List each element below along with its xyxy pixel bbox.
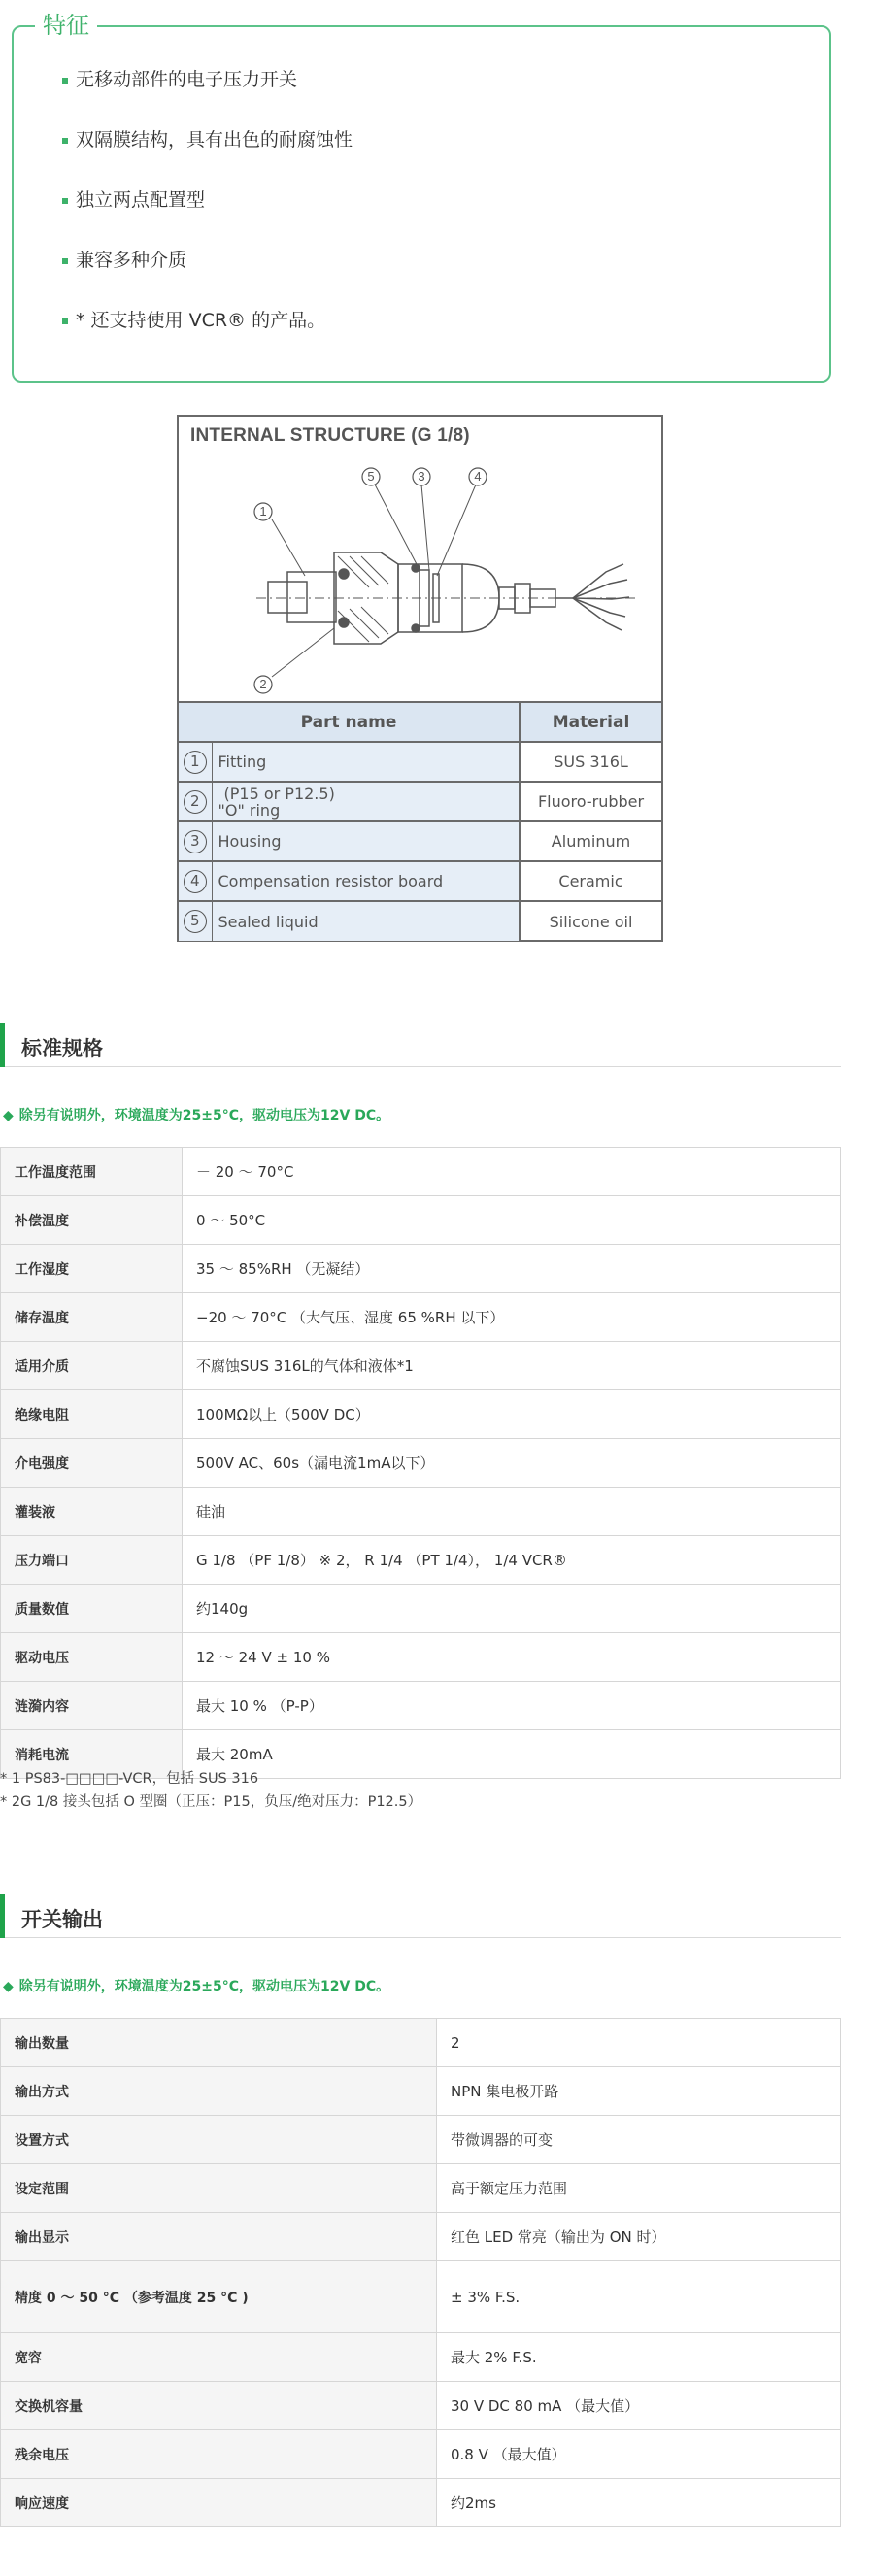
spec-key: 绝缘电阻 <box>1 1390 183 1439</box>
spec-key: 设置方式 <box>1 2116 437 2164</box>
table-row <box>1 1536 841 1585</box>
spec-key: 残余电压 <box>1 2430 437 2479</box>
bullet-icon <box>62 78 68 84</box>
table-row <box>1 2382 841 2430</box>
bullet-icon <box>62 138 68 144</box>
part-number: 3 <box>184 830 207 853</box>
diamond-icon: ◆ <box>3 1108 14 1123</box>
feature-item: 兼容多种介质 <box>62 249 353 272</box>
spec-value: NPN 集电极开路 <box>437 2067 841 2116</box>
table-row <box>1 2479 841 2527</box>
spec-value: 约2ms <box>437 2479 841 2527</box>
part-name: Sealed liquid <box>212 901 520 941</box>
table-row <box>1 1488 841 1536</box>
part-material: Ceramic <box>520 861 661 901</box>
parts-table-row <box>179 742 661 782</box>
spec-value: 带微调器的可变 <box>437 2116 841 2164</box>
standard-specs-heading <box>0 1023 841 1067</box>
spec-key: 工作温度范围 <box>1 1148 183 1196</box>
table-row <box>1 1633 841 1682</box>
spec-value: 最大 10 % （P-P） <box>183 1682 841 1730</box>
callout-label: 3 <box>418 469 425 484</box>
parts-table-row <box>179 782 661 821</box>
section-title: 开关输出 <box>21 1908 103 1931</box>
table-row <box>1 1585 841 1633</box>
spec-key: 涟漪内容 <box>1 1682 183 1730</box>
features-box <box>12 12 831 383</box>
table-row <box>1 2116 841 2164</box>
parts-table-row <box>179 861 661 901</box>
standard-specs-note: ◆ 除另有说明外，环境温度为25±5°C，驱动电压为12V DC。 <box>3 1108 390 1123</box>
spec-key: 输出显示 <box>1 2213 437 2261</box>
spec-key: 输出方式 <box>1 2067 437 2116</box>
parts-table-row <box>179 821 661 861</box>
spec-value: 红色 LED 常亮（输出为 ON 时） <box>437 2213 841 2261</box>
heading-accent-bar <box>0 1894 5 1938</box>
spec-key: 设定范围 <box>1 2164 437 2213</box>
table-row <box>1 2213 841 2261</box>
spec-key: 消耗电流 <box>1 1730 183 1779</box>
spec-key: 宽容 <box>1 2333 437 2382</box>
bullet-icon <box>62 318 68 324</box>
parts-table <box>179 701 661 941</box>
spec-value: 约140g <box>183 1585 841 1633</box>
heading-accent-bar <box>0 1023 5 1067</box>
bullet-icon <box>62 198 68 204</box>
table-row <box>1 1148 841 1196</box>
table-row <box>1 1390 841 1439</box>
switch-output-note: ◆ 除另有说明外，环境温度为25±5°C，驱动电压为12V DC。 <box>3 1979 390 1994</box>
spec-value: 30 V DC 80 mA （最大值） <box>437 2382 841 2430</box>
table-row <box>1 2261 841 2333</box>
spec-key: 压力端口 <box>1 1536 183 1585</box>
part-name: Compensation resistor board <box>212 861 520 901</box>
feature-item: 双隔膜结构，具有出色的耐腐蚀性 <box>62 128 353 151</box>
table-row <box>1 2019 841 2067</box>
spec-key: 工作湿度 <box>1 1245 183 1293</box>
spec-value: 不腐蚀SUS 316L的气体和液体*1 <box>183 1342 841 1390</box>
part-number: 1 <box>184 751 207 774</box>
spec-key: 介电强度 <box>1 1439 183 1488</box>
table-row <box>1 1196 841 1245</box>
spec-value: － 20 ～ 70°C <box>183 1148 841 1196</box>
table-row <box>1 2067 841 2116</box>
table-row <box>1 1245 841 1293</box>
spec-key: 适用介质 <box>1 1342 183 1390</box>
table-row <box>1 1342 841 1390</box>
feature-item: 独立两点配置型 <box>62 188 353 212</box>
callout-label: 5 <box>367 469 375 484</box>
features-list <box>62 68 353 369</box>
spec-key: 质量数值 <box>1 1585 183 1633</box>
part-number: 2 <box>184 790 207 814</box>
switch-output-heading <box>0 1894 841 1938</box>
spec-key: 驱动电压 <box>1 1633 183 1682</box>
spec-key: 补偿温度 <box>1 1196 183 1245</box>
callout-label: 2 <box>259 677 267 691</box>
internal-structure-figure <box>177 415 663 942</box>
callout-label: 4 <box>474 469 482 484</box>
spec-value: 最大 20mA <box>183 1730 841 1779</box>
part-material: Fluoro-rubber <box>520 782 661 821</box>
spec-value: 0 ～ 50°C <box>183 1196 841 1245</box>
features-title: 特征 <box>35 11 97 40</box>
diamond-icon: ◆ <box>3 1979 14 1994</box>
spec-value: 高于额定压力范围 <box>437 2164 841 2213</box>
standard-footnotes <box>0 1767 421 1814</box>
bullet-icon <box>62 258 68 264</box>
footnote: * 1 PS83-□□□□-VCR，包括 SUS 316 <box>0 1771 259 1787</box>
spec-value: 100MΩ以上（500V DC） <box>183 1390 841 1439</box>
table-row <box>1 1439 841 1488</box>
table-row <box>1 1682 841 1730</box>
spec-value: ± 3% F.S. <box>437 2261 841 2333</box>
section-title: 标准规格 <box>21 1037 103 1060</box>
table-row <box>1 1293 841 1342</box>
parts-table-header <box>179 702 661 742</box>
footnote: * 2G 1/8 接头包括 O 型圈（正压：P15，负压/绝对压力：P12.5） <box>0 1794 422 1810</box>
standard-specs-table <box>0 1147 841 1779</box>
part-number: 4 <box>184 870 207 893</box>
spec-value: 0.8 V （最大值） <box>437 2430 841 2479</box>
spec-value: 最大 2% F.S. <box>437 2333 841 2382</box>
spec-value: 硅油 <box>183 1488 841 1536</box>
spec-key: 交换机容量 <box>1 2382 437 2430</box>
part-material: Aluminum <box>520 821 661 861</box>
spec-value: G 1/8 （PF 1/8） ※ 2， R 1/4 （PT 1/4）， 1/4 VCR® <box>183 1536 841 1585</box>
switch-output-table <box>0 2018 841 2527</box>
feature-item: * 还支持使用 VCR® 的产品。 <box>62 309 353 332</box>
table-row <box>1 2333 841 2382</box>
spec-value: 12 ～ 24 V ± 10 % <box>183 1633 841 1682</box>
parts-table-row <box>179 901 661 941</box>
spec-value: −20 ～ 70°C （大气压、湿度 65 %RH 以下） <box>183 1293 841 1342</box>
spec-value: 500V AC、60s（漏电流1mA以下） <box>183 1439 841 1488</box>
part-name: Fitting <box>212 742 520 782</box>
table-row <box>1 2164 841 2213</box>
part-name: Housing <box>212 821 520 861</box>
spec-key: 储存温度 <box>1 1293 183 1342</box>
spec-value: 35 ～ 85%RH （无凝结） <box>183 1245 841 1293</box>
part-material: Silicone oil <box>520 901 661 941</box>
spec-key: 响应速度 <box>1 2479 437 2527</box>
part-number: 5 <box>184 910 207 933</box>
part-material: SUS 316L <box>520 742 661 782</box>
callout-label: 1 <box>259 504 267 519</box>
spec-key: 输出数量 <box>1 2019 437 2067</box>
part-name-header: Part name <box>179 702 520 742</box>
spec-value: 2 <box>437 2019 841 2067</box>
figure-title: INTERNAL STRUCTURE (G 1/8) <box>190 425 470 446</box>
sensor-cross-section-drawing <box>179 455 661 708</box>
spec-key: 精度 0 ～ 50 °C （参考温度 25 °C ) <box>1 2261 437 2333</box>
part-name: (P15 or P12.5) "O" ring <box>212 782 520 821</box>
table-row <box>1 2430 841 2479</box>
spec-key: 灌装液 <box>1 1488 183 1536</box>
feature-item: 无移动部件的电子压力开关 <box>62 68 353 91</box>
material-header: Material <box>520 702 661 742</box>
